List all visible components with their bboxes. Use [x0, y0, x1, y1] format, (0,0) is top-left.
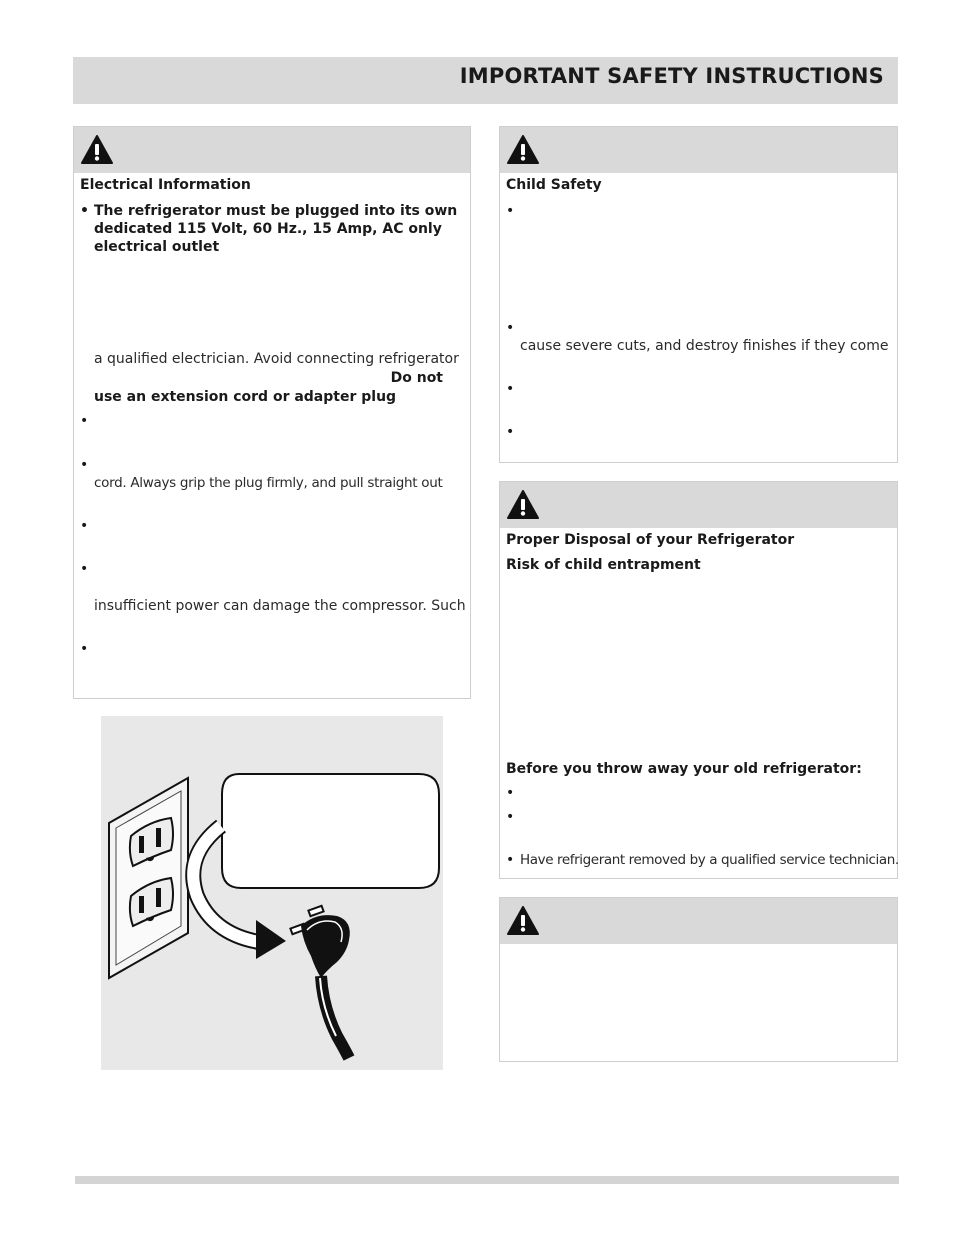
disposal-subheading: Risk of child entrapment — [506, 557, 701, 573]
child-safety-box — [499, 126, 898, 463]
bullet: • — [506, 320, 515, 336]
bullet: • — [506, 381, 515, 397]
bullet: • — [506, 203, 515, 219]
warning-triangle-icon — [506, 133, 540, 167]
electrical-text-power: insufficient power can damage the compressor. Such — [94, 598, 466, 614]
bottom-warning-box — [499, 897, 898, 1062]
outlet-plug-illustration — [101, 716, 443, 1070]
warning-header — [74, 127, 470, 173]
wall-outlet-icon — [109, 778, 188, 978]
bullet: • — [80, 457, 89, 473]
warning-triangle-icon — [80, 133, 114, 167]
bullet: • — [506, 424, 515, 440]
bullet: • — [506, 809, 515, 825]
warning-header — [500, 127, 897, 173]
bullet: • — [506, 785, 515, 801]
bullet: • — [80, 203, 89, 219]
electrical-do-not: Do not — [390, 370, 443, 386]
callout-bubble — [222, 774, 439, 888]
disposal-text-refrigerant: Have refrigerant removed by a qualified service technician. — [520, 852, 899, 868]
electrical-heading: Electrical Information — [80, 177, 251, 193]
footer-bar — [75, 1176, 899, 1184]
disposal-box — [499, 481, 898, 879]
bullet: • — [80, 561, 89, 577]
electrical-bullet1-line2: dedicated 115 Volt, 60 Hz., 15 Amp, AC only — [94, 221, 442, 237]
electrical-bullet1-line1: The refrigerator must be plugged into its own — [94, 203, 458, 219]
electrical-text-qualified: a qualified electrician. Avoid connecting refrigerator — [94, 351, 459, 367]
outlet-plug-drawing — [101, 716, 443, 1070]
electrical-text-cord: cord. Always grip the plug firmly, and pull straight out — [94, 475, 443, 491]
child-safety-heading: Child Safety — [506, 177, 602, 193]
electrical-bullet1-line3: electrical outlet — [94, 239, 220, 255]
warning-header — [500, 898, 897, 944]
bullet: • — [80, 518, 89, 534]
disposal-heading: Proper Disposal of your Refrigerator — [506, 532, 795, 548]
bullet: • — [80, 413, 89, 429]
electrical-warning-box — [73, 126, 471, 699]
plug-icon — [290, 906, 349, 1058]
header-bar — [73, 57, 898, 104]
bullet: • — [80, 641, 89, 657]
disposal-before-heading: Before you throw away your old refrigerator: — [506, 761, 862, 777]
page-title: IMPORTANT SAFETY INSTRUCTIONS — [459, 64, 884, 88]
warning-triangle-icon — [506, 488, 540, 522]
warning-triangle-icon — [506, 904, 540, 938]
warning-header — [500, 482, 897, 528]
child-safety-text-cuts: cause severe cuts, and destroy finishes if they come — [520, 338, 889, 354]
bullet: • — [506, 852, 515, 868]
electrical-extension-warning: use an extension cord or adapter plug — [94, 389, 397, 405]
